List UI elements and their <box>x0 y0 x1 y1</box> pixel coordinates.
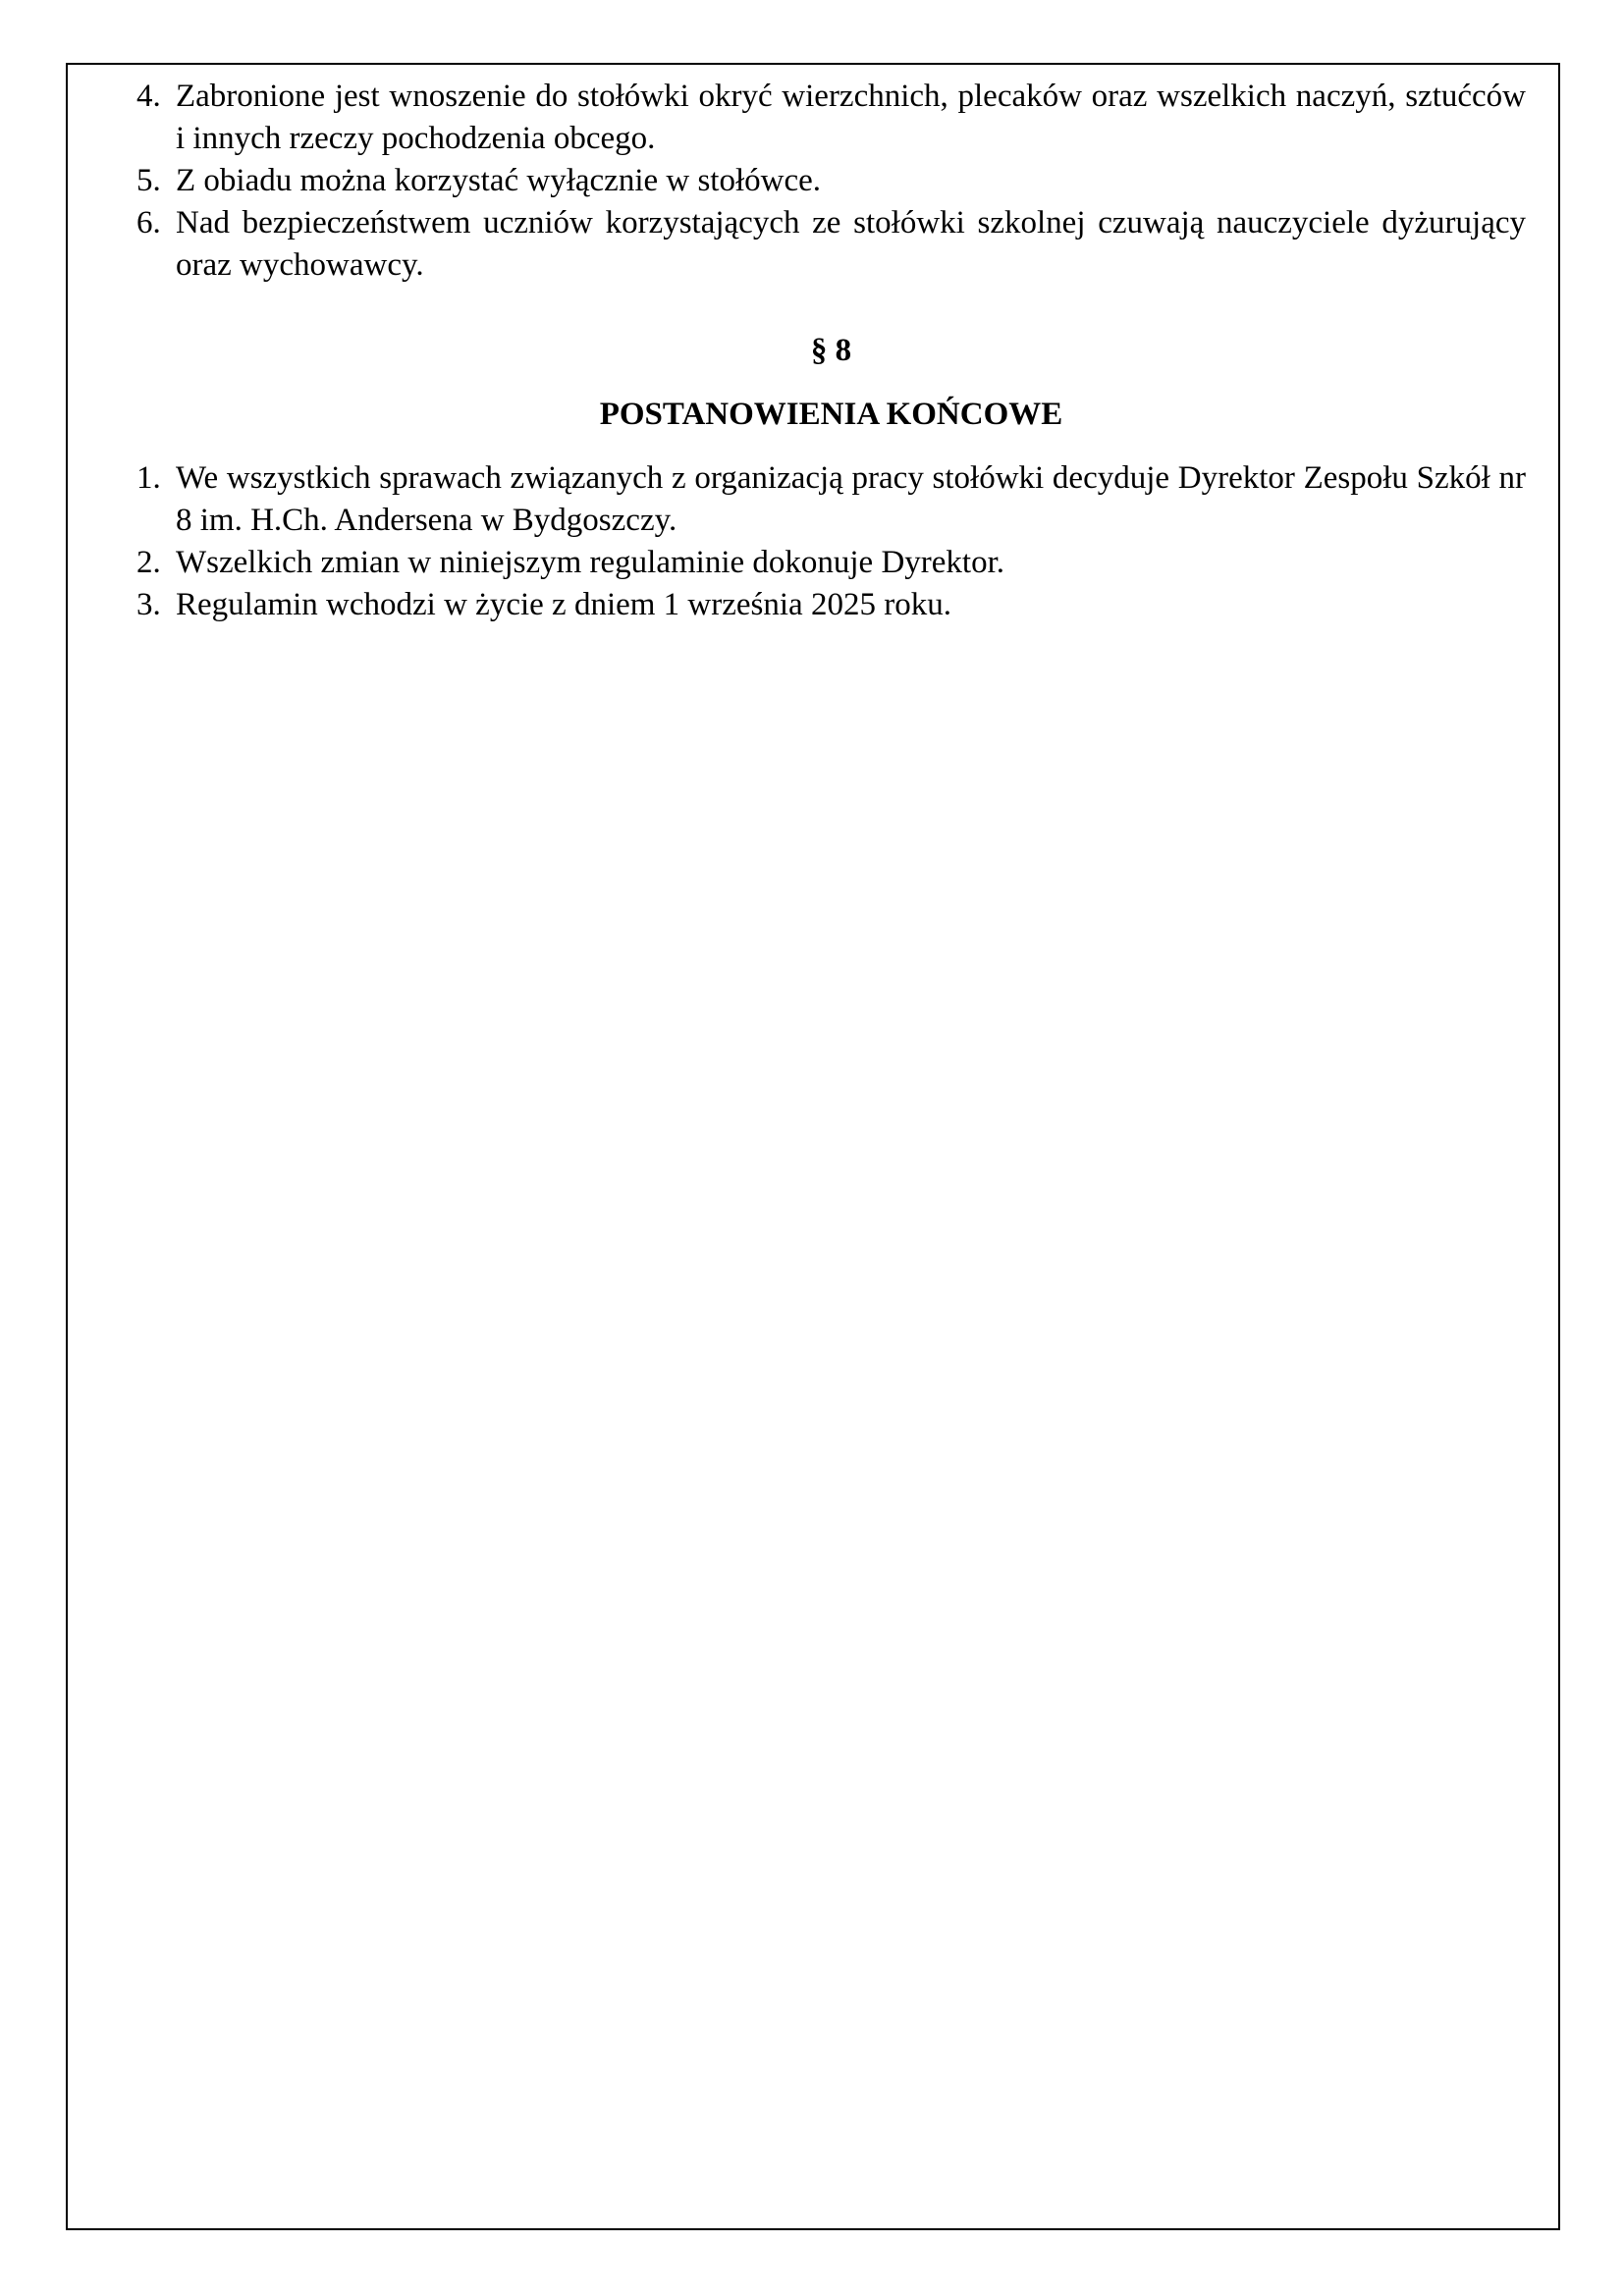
list-item <box>136 160 1526 202</box>
list-item-text: Nad bezpieczeństwem uczniów korzystających ze stołówki szkolnej czuwają nauczyciele dyżurujący oraz wychowawcy. <box>176 205 1526 283</box>
list-item-number: 3. <box>136 587 161 622</box>
list-item-number: 4. <box>136 79 161 114</box>
list-item <box>136 457 1526 542</box>
page-content <box>68 65 1558 626</box>
list-item-number: 5. <box>136 163 161 198</box>
list-item <box>136 584 1526 626</box>
list-item-number: 2. <box>136 545 161 580</box>
list-item <box>136 542 1526 584</box>
list-item <box>136 202 1526 287</box>
list-item-text: We wszystkich sprawach związanych z organizacją pracy stołówki decyduje Dyrektor Zespołu Szkół nr 8 im. H.Ch. Andersena w Bydgoszczy. <box>176 460 1526 538</box>
list-item-text: Wszelkich zmian w niniejszym regulaminie dokonuje Dyrektor. <box>176 545 1005 580</box>
canteen-rules-list <box>136 76 1526 287</box>
final-provisions-title: POSTANOWIENIA KOŃCOWE <box>599 397 1063 432</box>
list-item-text: Regulamin wchodzi w życie z dniem 1 września 2025 roku. <box>176 587 951 622</box>
page-border-frame <box>66 63 1560 2230</box>
list-item-text: Zabronione jest wnoszenie do stołówki okryć wierzchnich, plecaków oraz wszelkich naczyń, sztućców i innych rzeczy pochodzenia obcego. <box>176 79 1526 156</box>
list-item <box>136 76 1526 160</box>
section-8-heading: § 8 <box>810 333 852 368</box>
final-provisions-list <box>136 457 1526 626</box>
list-item-number: 6. <box>136 205 161 240</box>
list-item-text: Z obiadu można korzystać wyłącznie w stołówce. <box>176 163 822 198</box>
list-item-number: 1. <box>136 460 161 496</box>
